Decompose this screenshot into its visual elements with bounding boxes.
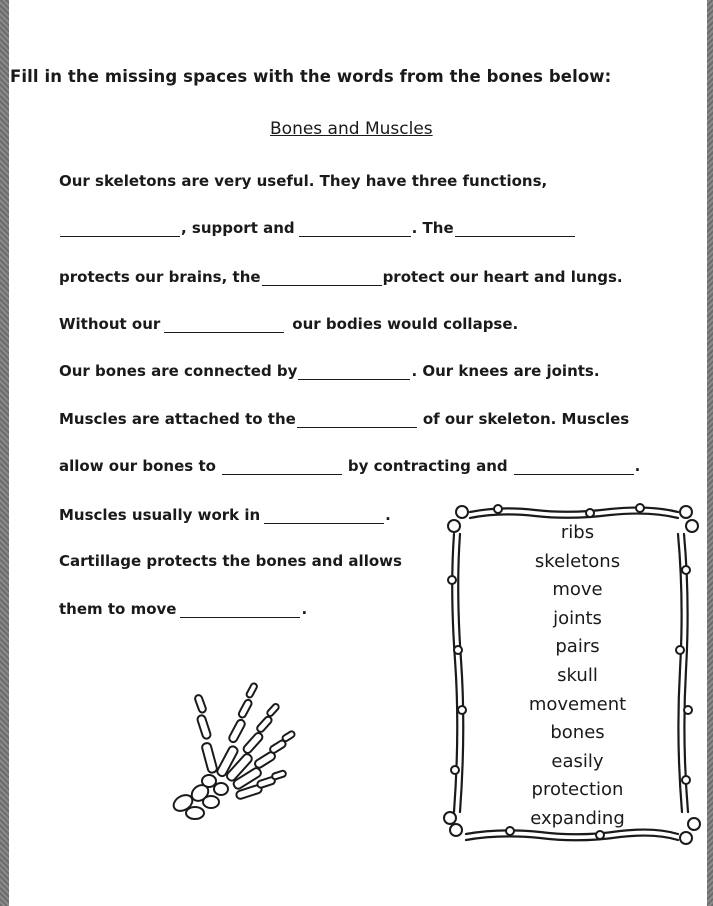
left-scan-edge — [0, 0, 9, 906]
sentence-text: protect our heart and lungs. — [382, 268, 623, 286]
sentence-text: of our skeleton. Muscles — [422, 410, 630, 428]
sentence-text: allow our bones to — [59, 457, 216, 475]
word-bank-item: skeletons — [534, 550, 621, 572]
sentence-line-8 — [59, 506, 391, 524]
sentence-text: . The — [411, 219, 454, 237]
sentence-text: , support and — [181, 219, 295, 237]
sentence-text: . — [385, 506, 391, 524]
word-bank-item: ribs — [560, 522, 595, 543]
answer-blank[interactable] — [298, 367, 410, 380]
answer-blank[interactable] — [222, 462, 342, 475]
answer-blank[interactable] — [262, 273, 382, 286]
sentence-line-2 — [59, 219, 576, 237]
word-bank-item: bones — [550, 722, 605, 744]
answer-blank[interactable] — [299, 224, 411, 237]
sentence-text: Without our — [59, 315, 161, 333]
sentence-text: protects our brains, the — [59, 268, 261, 286]
sentence-line-3 — [59, 268, 623, 286]
word-bank-item: pairs — [555, 636, 600, 658]
sentence-text: our bodies would collapse. — [292, 315, 519, 333]
answer-blank[interactable] — [455, 224, 575, 237]
worksheet-title: Bones and Muscles — [270, 119, 433, 139]
word-bank-item: easily — [551, 750, 604, 772]
word-bank-item: skull — [557, 664, 598, 686]
sentence-text: Cartillage protects the bones and allows — [59, 552, 402, 570]
word-bank-list — [445, 519, 710, 834]
sentence-text: Our skeletons are very useful. They have three functions, — [59, 172, 548, 190]
sentence-text: them to move — [59, 600, 177, 618]
sentence-line-4 — [59, 315, 518, 333]
word-bank-item: move — [552, 579, 603, 601]
sentence-text: . — [634, 457, 641, 475]
sentence-text: . Our knees are joints. — [411, 362, 600, 380]
sentence-text: Our bones are connected by — [59, 362, 298, 380]
sentence-line-6 — [59, 410, 629, 428]
word-bank-item: expanding — [530, 807, 625, 829]
sentence-line-1 — [59, 172, 547, 190]
sentence-text: Muscles usually work in — [59, 506, 261, 524]
answer-blank[interactable] — [164, 320, 284, 333]
answer-blank[interactable] — [60, 224, 180, 237]
answer-blank[interactable] — [297, 415, 417, 428]
answer-blank[interactable] — [264, 511, 384, 524]
sentence-line-10 — [59, 600, 307, 618]
sentence-line-7 — [59, 457, 640, 475]
word-bank-item: joints — [553, 607, 602, 629]
answer-blank[interactable] — [180, 605, 300, 618]
instructions-heading: Fill in the missing spaces with the words from the bones below: — [10, 67, 612, 86]
sentence-line-5 — [59, 362, 600, 380]
hand-skeleton-illustration — [165, 675, 305, 825]
word-bank-item: protection — [531, 779, 624, 801]
sentence-text: . — [301, 600, 308, 618]
answer-blank[interactable] — [514, 462, 634, 475]
sentence-text: Muscles are attached to the — [59, 410, 296, 428]
word-bank-item: movement — [528, 693, 627, 715]
sentence-line-9 — [59, 552, 402, 570]
sentence-text: by contracting and — [347, 457, 508, 475]
